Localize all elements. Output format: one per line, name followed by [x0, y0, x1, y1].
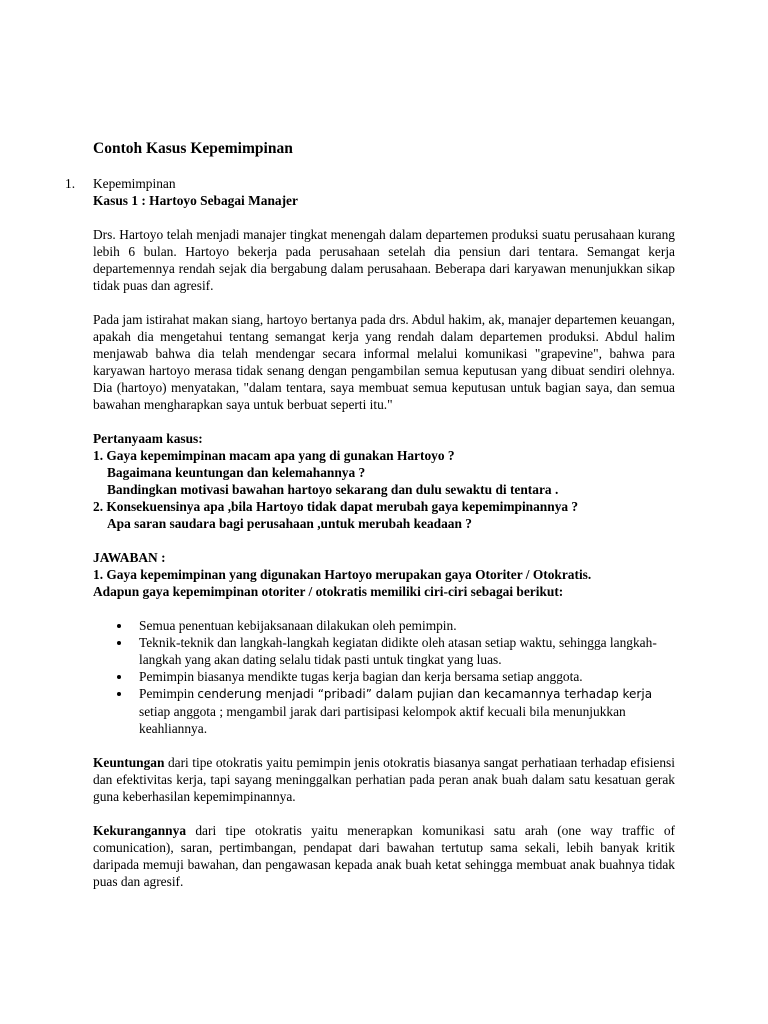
list-item: Pemimpin biasanya mendikte tugas kerja bagian dan kerja bersama setiap anggota. [139, 668, 675, 685]
questions-heading: Pertanyaam kasus: [93, 431, 203, 446]
question-2a: Apa saran saudara bagi perusahaan ,untuk merubah keadaan ? [107, 516, 472, 531]
question-1a: Bagaimana keuntungan dan kelemahannya ? [107, 465, 366, 480]
disadvantage-text: dari tipe otokratis yaitu menerapkan komunikasi satu arah (one way traffic of comunication), saran, pertimbangan, pendapat dari bawahan tertutup sama sekali, lebih banyak kritik daripada memuji bawahan, dan pengawasan kepada anak buah ketat sehingga membuat anak buahnya tidak puas dan agresif. [93, 823, 675, 889]
list-item [139, 685, 675, 737]
list-item: Teknik-teknik dan langkah-langkah kegiatan didikte oleh atasan setiap waktu, sehingga langkah-langkah yang akan dating selalu tidak pasti untuk tingkat yang luas. [139, 634, 675, 668]
advantage-term: Keuntungan [93, 755, 165, 770]
list-item: Semua penentuan kebijaksanaan dilakukan oleh pemimpin. [139, 617, 675, 634]
document-title: Contoh Kasus Kepemimpinan [93, 140, 293, 157]
list-item-text-end: setiap anggota ; mengambil jarak dari partisipasi kelompok aktif kecuali bila menunjukkan keahliannya. [139, 704, 626, 736]
section-label: Kepemimpinan [93, 176, 176, 191]
advantage-text: dari tipe otokratis yaitu pemimpin jenis otokratis biasanya sangat perhatiaan terhadap efisiensi dan efektivitas kerja, tapi sayang meninggalkan perhatian pada peran anak buah dalam satu kesatuan gerak guna keberhasilan kepemimpinannya. [93, 755, 675, 804]
question-1: 1. Gaya kepemimpinan macam apa yang di gunakan Hartoyo ? [93, 448, 455, 463]
document-content [65, 139, 675, 890]
answer-line-1: 1. Gaya kepemimpinan yang digunakan Hartoyo merupakan gaya Otoriter / Otokratis. [93, 567, 592, 582]
questions-block [93, 430, 675, 532]
section-number: 1. [65, 176, 76, 191]
question-1b: Bandingkan motivasi bawahan hartoyo sekarang dan dulu sewaktu di tentara . [107, 482, 559, 497]
answer-line-2: Adapun gaya kepemimpinan otoriter / otokratis memiliki ciri-ciri sebagai berikut: [93, 584, 564, 599]
disadvantage-term: Kekurangannya [93, 823, 187, 838]
list-item-text-start: Pemimpin [139, 686, 198, 701]
answer-block [93, 549, 675, 600]
list-item-text-sans: cenderung menjadi “pribadi” dalam pujian dan kecamannya terhadap kerja [197, 687, 653, 701]
case-paragraph-2: Pada jam istirahat makan siang, hartoyo bertanya pada drs. Abdul hakim, ak, manajer departemen keuangan, apakah dia mengetahui tentang semangat kerja yang rendah dalam departemen produksi. Abdul halim menjawab bahwa dia telah mendengar secara informal melalui komunikasi "grapevine", bahwa para karyawan hartoyo merasa tidak senang dengan pengambilan semua keputusan yang dibuat sendiri olehnya. Dia (hartoyo) menyatakan, "dalam tentara, saya membuat semua keputusan untuk bagian saya, dan semua bawahan mengharapkan saya untuk berbuat seperti itu." [93, 312, 675, 412]
disadvantage-paragraph [93, 822, 675, 890]
advantage-paragraph [93, 754, 675, 805]
case-title: Kasus 1 : Hartoyo Sebagai Manajer [93, 193, 298, 208]
characteristics-list [93, 617, 675, 737]
section-kepemimpinan [65, 175, 675, 209]
question-2: 2. Konsekuensinya apa ,bila Hartoyo tidak dapat merubah gaya kepemimpinannya ? [93, 499, 579, 514]
case-paragraph-1: Drs. Hartoyo telah menjadi manajer tingkat menengah dalam departemen produksi suatu perusahaan kurang lebih 6 bulan. Hartoyo bekerja pada perusahaan setelah dia pensiun dari tentara. Semangat kerja departemennya rendah sejak dia bergabung dalam perusahaan. Beberapa dari karyawan menunjukkan sikap tidak puas dan agresif. [93, 227, 675, 293]
answer-heading: JAWABAN : [93, 550, 166, 565]
